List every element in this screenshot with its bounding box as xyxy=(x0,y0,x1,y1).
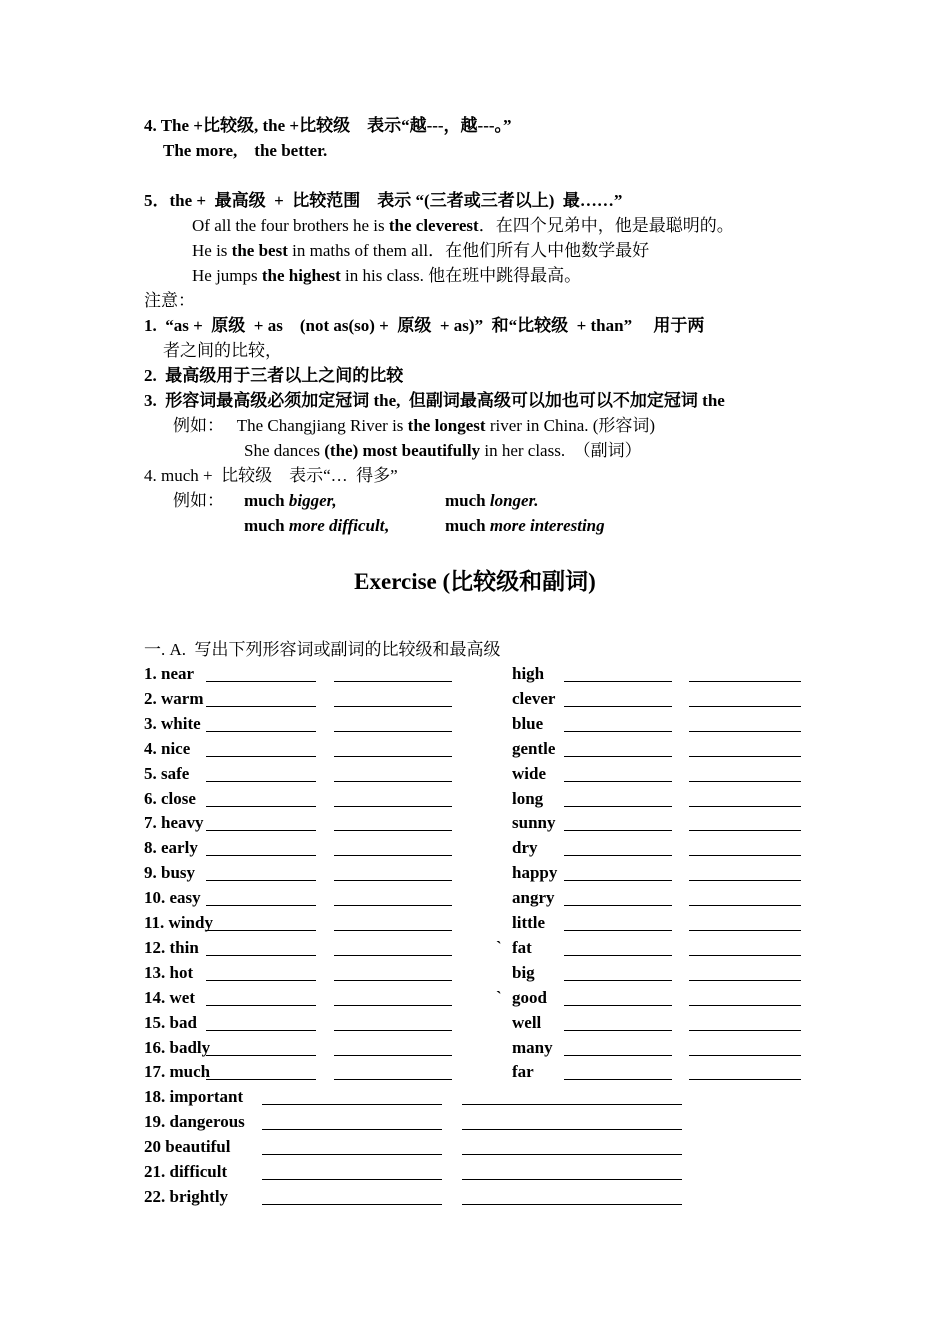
superlative-blank[interactable] xyxy=(334,839,452,856)
exercise-word: sunny xyxy=(512,813,556,833)
comparative-blank[interactable] xyxy=(206,715,316,732)
rule-5-text: 5．the + 最高级 + 比较范围 表示 “(三者或三者以上) 最……” xyxy=(144,191,623,210)
superlative-blank[interactable] xyxy=(462,1113,682,1130)
comparative-blank[interactable] xyxy=(262,1088,442,1105)
comparative-blank[interactable] xyxy=(564,715,672,732)
exercise-word: 7. heavy xyxy=(144,813,204,833)
superlative-blank[interactable] xyxy=(334,864,452,881)
superlative-blank[interactable] xyxy=(689,914,801,931)
superlative-blank[interactable] xyxy=(689,839,801,856)
exercise-row xyxy=(144,1060,824,1084)
superlative-blank[interactable] xyxy=(689,1014,801,1031)
exercise-row xyxy=(144,986,824,1010)
exercise-word: 11. windy xyxy=(144,913,213,932)
exercise-word: clever xyxy=(512,688,556,708)
exercise-row xyxy=(144,811,824,835)
superlative-blank[interactable] xyxy=(689,690,801,707)
comparative-blank[interactable] xyxy=(206,1039,316,1056)
exercise-word: little xyxy=(512,913,546,932)
comparative-blank[interactable] xyxy=(564,790,672,807)
superlative-blank[interactable] xyxy=(689,790,801,807)
ex2-a: He is xyxy=(192,241,232,260)
comparative-blank[interactable] xyxy=(564,839,672,856)
exercise-word: 6. close xyxy=(144,788,196,808)
n3-ex1-c: river in China. (形容词) xyxy=(485,416,656,435)
exercise-word: 15. bad xyxy=(144,1012,197,1032)
superlative-blank[interactable] xyxy=(689,989,801,1006)
superlative-blank[interactable] xyxy=(334,665,452,682)
n3-ex1-a: The Changjiang River is xyxy=(236,416,408,435)
ex2-b: the best xyxy=(231,241,288,260)
comparative-blank[interactable] xyxy=(206,814,316,831)
exercise-word: good xyxy=(512,987,547,1007)
much-comp: more interesting xyxy=(489,516,605,535)
n3-ex2-b: (the) most beautifully xyxy=(324,441,481,460)
exercise-title xyxy=(0,567,950,597)
superlative-blank[interactable] xyxy=(689,665,801,682)
exercise-row xyxy=(144,1135,824,1159)
exercise-word: far xyxy=(512,1062,534,1082)
exercise-row xyxy=(144,737,824,761)
exercise-word: 14. wet xyxy=(144,987,195,1007)
comparative-blank[interactable] xyxy=(564,1014,672,1031)
superlative-blank[interactable] xyxy=(334,989,452,1006)
superlative-blank[interactable] xyxy=(689,740,801,757)
exercise-word: high xyxy=(512,664,545,683)
comparative-blank[interactable] xyxy=(564,814,672,831)
comparative-blank[interactable] xyxy=(206,1063,316,1080)
exercise-row xyxy=(144,762,824,786)
exercise-word: dry xyxy=(512,838,538,858)
note-label: 注意： xyxy=(144,291,195,310)
much-comp: longer. xyxy=(489,491,539,510)
exercise-row xyxy=(144,1110,824,1134)
exercise-word: 13. hot xyxy=(144,962,194,982)
n3-ex1-b: the longest xyxy=(407,416,486,435)
ex2-c: in maths of them all．在他们所有人中他数学最好 xyxy=(287,241,650,260)
much-word: much xyxy=(445,516,486,535)
exercise-row xyxy=(144,1085,824,1109)
much-comp: bigger, xyxy=(288,491,337,510)
comparative-blank[interactable] xyxy=(206,1014,316,1031)
exercise-row xyxy=(144,886,824,910)
note-3-example-1 xyxy=(173,414,655,438)
exercise-row xyxy=(144,1185,824,1209)
superlative-blank[interactable] xyxy=(689,964,801,981)
exercise-word: 21. difficult xyxy=(144,1162,228,1181)
superlative-blank[interactable] xyxy=(334,715,452,732)
superlative-blank[interactable] xyxy=(334,939,452,956)
superlative-blank[interactable] xyxy=(462,1188,682,1205)
exercise-word: 3. white xyxy=(144,713,201,733)
note-1-cont: 者之间的比较， xyxy=(163,341,282,360)
superlative-blank[interactable] xyxy=(689,715,801,732)
comparative-blank[interactable] xyxy=(206,914,316,931)
note-4: 4. much + 比较级 表示“… 得多” xyxy=(144,466,398,485)
note-3: 3. 形容词最高级必须加定冠词 the, 但副词最高级可以加也可以不加定冠词 the xyxy=(144,391,725,410)
exercise-word: blue xyxy=(512,713,544,733)
superlative-blank[interactable] xyxy=(334,690,452,707)
exercise-row xyxy=(144,787,824,811)
comparative-blank[interactable] xyxy=(262,1113,442,1130)
comparative-blank[interactable] xyxy=(262,1188,442,1205)
comparative-blank[interactable] xyxy=(206,790,316,807)
comparative-blank[interactable] xyxy=(564,1039,672,1056)
rule-4-example: The more, the better. xyxy=(163,141,328,160)
exercise-word: 8. early xyxy=(144,838,198,858)
superlative-blank[interactable] xyxy=(334,790,452,807)
much-example-4 xyxy=(445,514,605,538)
superlative-blank[interactable] xyxy=(689,864,801,881)
stray-mark: ` xyxy=(496,987,502,1007)
comparative-blank[interactable] xyxy=(206,690,316,707)
comparative-blank[interactable] xyxy=(564,964,672,981)
exercise-row xyxy=(144,861,824,885)
comparative-blank[interactable] xyxy=(262,1163,442,1180)
exercise-word: long xyxy=(512,788,544,808)
exercise-title-text: Exercise (比较级和副词) xyxy=(354,569,596,594)
superlative-blank[interactable] xyxy=(689,939,801,956)
exercise-row xyxy=(144,662,824,686)
much-example-3: much more difficult, xyxy=(244,516,389,535)
ex3-a: He jumps xyxy=(192,266,262,285)
exercise-word: angry xyxy=(512,888,555,908)
exercise-word: many xyxy=(512,1037,553,1057)
exercise-word: 5. safe xyxy=(144,763,190,783)
comparative-blank[interactable] xyxy=(206,665,316,682)
superlative-blank[interactable] xyxy=(334,914,452,931)
comparative-blank[interactable] xyxy=(564,765,672,782)
exercise-word: 22. brightly xyxy=(144,1186,229,1206)
superlative-blank[interactable] xyxy=(334,1039,452,1056)
superlative-blank[interactable] xyxy=(334,964,452,981)
ex1-a: Of all the four brothers he is xyxy=(192,216,389,235)
rule-5-example-3 xyxy=(192,264,581,288)
comparative-blank[interactable] xyxy=(564,665,672,682)
exercise-row xyxy=(144,911,824,935)
comparative-blank[interactable] xyxy=(206,964,316,981)
exercise-row xyxy=(144,712,824,736)
superlative-blank[interactable] xyxy=(334,765,452,782)
superlative-blank[interactable] xyxy=(334,889,452,906)
n3-ex2-c: in her class. （副词） xyxy=(480,441,642,460)
superlative-blank[interactable] xyxy=(689,889,801,906)
exercise-word: 18. important xyxy=(144,1087,244,1107)
exercise-word: 17. much xyxy=(144,1062,211,1082)
much-comp: more difficult xyxy=(288,516,385,535)
much-word: much xyxy=(244,491,285,510)
exercise-word: well xyxy=(512,1012,542,1032)
exercise-row xyxy=(144,1036,824,1060)
comparative-blank[interactable] xyxy=(206,740,316,757)
note-4-label: 例如： xyxy=(173,491,224,510)
exercise-row xyxy=(144,836,824,860)
comparative-blank[interactable] xyxy=(564,914,672,931)
exercise-word: 2. warm xyxy=(144,688,204,708)
comparative-blank[interactable] xyxy=(206,939,316,956)
exercise-word: 9. busy xyxy=(144,863,196,883)
note-3-example-2 xyxy=(244,439,642,463)
n3-ex2-a: She dances xyxy=(244,441,325,460)
superlative-blank[interactable] xyxy=(462,1088,682,1105)
exercise-word: big xyxy=(512,962,535,982)
much-example-1 xyxy=(244,489,337,513)
comparative-blank[interactable] xyxy=(564,939,672,956)
much-word: much xyxy=(244,516,285,535)
comparative-blank[interactable] xyxy=(206,864,316,881)
comparative-blank[interactable] xyxy=(564,889,672,906)
comparative-blank[interactable] xyxy=(564,690,672,707)
comparative-blank[interactable] xyxy=(564,1063,672,1080)
comparative-blank[interactable] xyxy=(206,839,316,856)
exercise-section: 一. A. 写出下列形容词或副词的比较级和最高级 xyxy=(144,640,501,659)
exercise-row xyxy=(144,1011,824,1035)
superlative-blank[interactable] xyxy=(689,1039,801,1056)
superlative-blank[interactable] xyxy=(334,740,452,757)
exercise-word: 20 beautiful xyxy=(144,1137,231,1157)
stray-mark: ` xyxy=(496,937,502,957)
much-word: much xyxy=(445,491,486,510)
ex1-c: ．在四个兄弟中，他是最聪明的。 xyxy=(478,216,734,235)
superlative-blank[interactable] xyxy=(689,1063,801,1080)
exercise-word: 10. easy xyxy=(144,888,201,908)
exercise-word: happy xyxy=(512,863,558,883)
ex3-c: in his class. 他在班中跳得最高。 xyxy=(340,266,582,285)
comparative-blank[interactable] xyxy=(564,864,672,881)
exercise-word: wide xyxy=(512,763,546,783)
exercise-word: 4. nice xyxy=(144,738,191,758)
rule-5-example-2 xyxy=(192,239,649,263)
superlative-blank[interactable] xyxy=(689,814,801,831)
comparative-blank[interactable] xyxy=(564,989,672,1006)
superlative-blank[interactable] xyxy=(334,814,452,831)
comparative-blank[interactable] xyxy=(206,765,316,782)
note-2: 2. 最高级用于三者以上之间的比较 xyxy=(144,366,404,385)
superlative-blank[interactable] xyxy=(334,1014,452,1031)
ex1-b: the cleverest xyxy=(388,216,479,235)
superlative-blank[interactable] xyxy=(334,1063,452,1080)
exercise-row xyxy=(144,961,824,985)
rule-5-example-1 xyxy=(192,214,734,238)
superlative-blank[interactable] xyxy=(462,1138,682,1155)
ex3-b: the highest xyxy=(261,266,341,285)
comparative-blank[interactable] xyxy=(206,889,316,906)
exercise-row xyxy=(144,936,824,960)
exercise-row xyxy=(144,687,824,711)
comparative-blank[interactable] xyxy=(206,989,316,1006)
comparative-blank[interactable] xyxy=(564,740,672,757)
exercise-word: gentle xyxy=(512,738,556,758)
rule-5-title xyxy=(144,189,622,213)
superlative-blank[interactable] xyxy=(462,1163,682,1180)
exercise-word: 12. thin xyxy=(144,937,199,957)
exercise-row xyxy=(144,1160,824,1184)
exercise-word: 1. near xyxy=(144,664,195,683)
eg-label: 例如： xyxy=(173,416,224,435)
note-1: 1. “as + 原级 + as (not as(so) + 原级 + as)” 和“比较级 + than” 用于两 xyxy=(144,316,705,335)
superlative-blank[interactable] xyxy=(689,765,801,782)
comparative-blank[interactable] xyxy=(262,1138,442,1155)
rule-4-title: 4. The +比较级, the +比较级 表示“越---，越---。” xyxy=(144,116,512,135)
exercise-word: 19. dangerous xyxy=(144,1112,245,1132)
exercise-word: 16. badly xyxy=(144,1037,211,1057)
much-example-2 xyxy=(445,489,539,513)
exercise-word: fat xyxy=(512,937,532,957)
